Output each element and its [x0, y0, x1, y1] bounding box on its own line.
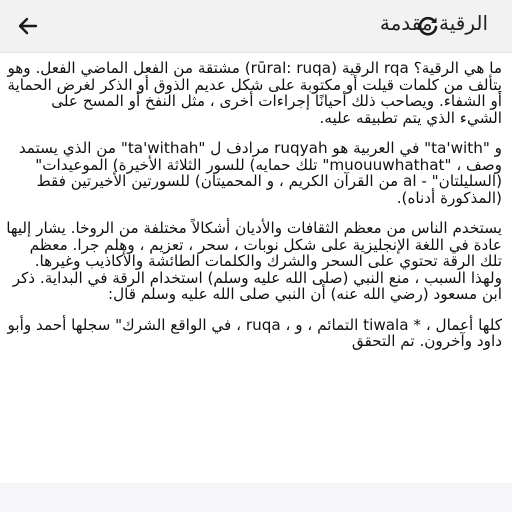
app-bar	[0, 0, 512, 53]
article-paragraph-4: كلها أعمال ، * tiwala التمائم ، و ، ruqa ، في الواقع الشرك" سجلها أحمد وأبو داود وآخرون. تم التحقق	[7, 315, 502, 350]
article-paragraph-3: يستخدم الناس من معظم الثقافات والأديان أشكالاً مختلفة من الروخا. يشار إليها عادة في اللغة الإنجليزية على شكل نوبات ، سحر ، تعزيم ، وهلم جرا. معظم تلك الرقة تحتوي على السحر والشرك والكلمات الطائشة والأكاذيب وغيرها. ولهذا السبب ، منع النبي (صلى الله عليه وسلم) استخدام الرقة في البداية. ذكر ابن مسعود (رضي الله عنه) أن النبي صلى الله عليه وسلم قال:	[6, 219, 502, 303]
arrow-left-icon	[16, 14, 40, 38]
article-paragraph-2: و "ta'with" في العربية هو ruqyah مرادف ل "ta'withah" من الذي يستمد وصف ، "muouuwhathat" تلك حمايه) للسور الثلاثة الأخيرة) الموعيدات" (السليلتان" - al من القرآن الكريم ، و المحميتان) للسورتين الأخيرتين فقط (المذكورة أدناه).	[18, 139, 502, 207]
article-body[interactable]	[6, 60, 502, 480]
article-paragraph-1: ما هي الرقية؟ rqa الرقية (rūral: ruqa) مشتقة من الفعل الماضي الفعل. وهو يتألف من كلمات قيلت أو مكتوبة على شكل عديم الذوق أو الذكر لغرض الحماية أو الشفاء. ويصاحب ذلك أحيانًا إجراءات أخرى ، مثل النفخ أو المسح على الشيء الذي يتم تطبيقه عليه.	[7, 60, 502, 127]
bottom-area	[0, 483, 512, 512]
page-title: الرقية مقدمة	[379, 11, 488, 35]
back-button[interactable]	[14, 12, 42, 40]
